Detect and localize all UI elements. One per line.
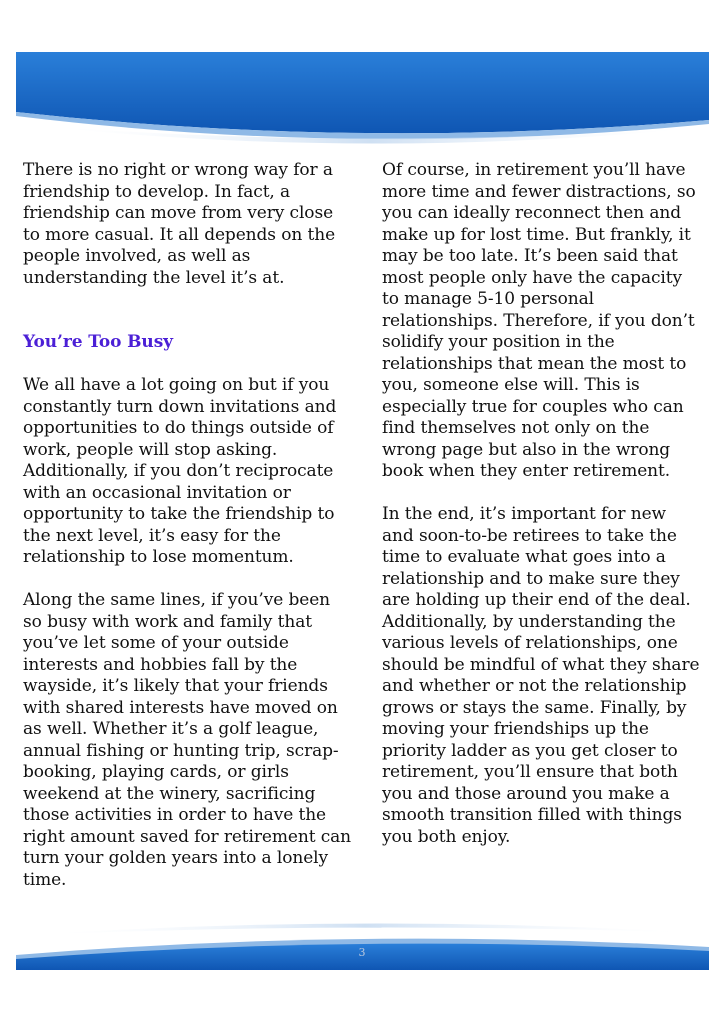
right-paragraph-1: Of course, in retirement you’ll have more time and fewer distractions, so you can ideally reconnect then and make up for lost time. But frankly, it may be too late. It’s been said that most people only have the capacity to manage 5-10 personal relationships. Therefore, if you don’t solidify your position in the relationships that mean the most to you, someone else will. This is especially true for couples who can find themselves not only on the wrong page but also in the wrong book when they enter retirement.: [382, 160, 696, 481]
right-column: [382, 160, 702, 870]
left-paragraph-3: Along the same lines, if you’ve been so busy with work and family that you’ve let some of your outside interests and hobbies fall by the wayside, it’s likely that your friends with shared interests have moved on as well. Whether it’s a golf league, annual fishing or hunting trip, scrap-booking, playing cards, or girls weekend at the winery, sacrificing those activities in order to have the right amount saved for retirement can turn your golden years into a lonely time.: [23, 590, 352, 890]
header-decorative-band: [0, 0, 724, 160]
right-paragraph-2: In the end, it’s important for new and soon-to-be retirees to take the time to evaluate what goes into a relationship and to make sure they are holding up their end of the deal. Additionally, by understanding the various levels of relationships, one should be mindful of what they share and whether or not the relationship grows or stays the same. Finally, by moving your friendships up the priority ladder as you get closer to retirement, you’ll ensure that both you and those around you make a smooth transition filled with things you both enjoy.: [382, 504, 700, 847]
left-paragraph-2: We all have a lot going on but if you constantly turn down invitations and opportunities to do things outside of work, people will stop asking. Additionally, if you don’t reciprocate with an occasional invitation or opportunity to take the friendship to the next level, it’s easy for the relationship to lose momentum.: [23, 375, 337, 567]
section-heading: You’re Too Busy: [23, 332, 173, 352]
left-column: [23, 160, 353, 913]
page-number: 3: [358, 946, 366, 959]
left-paragraph-1: There is no right or wrong way for a friendship to develop. In fact, a friendship can move from very close to more casual. It all depends on the people involved, as well as understanding the level it’s at.: [23, 160, 336, 288]
